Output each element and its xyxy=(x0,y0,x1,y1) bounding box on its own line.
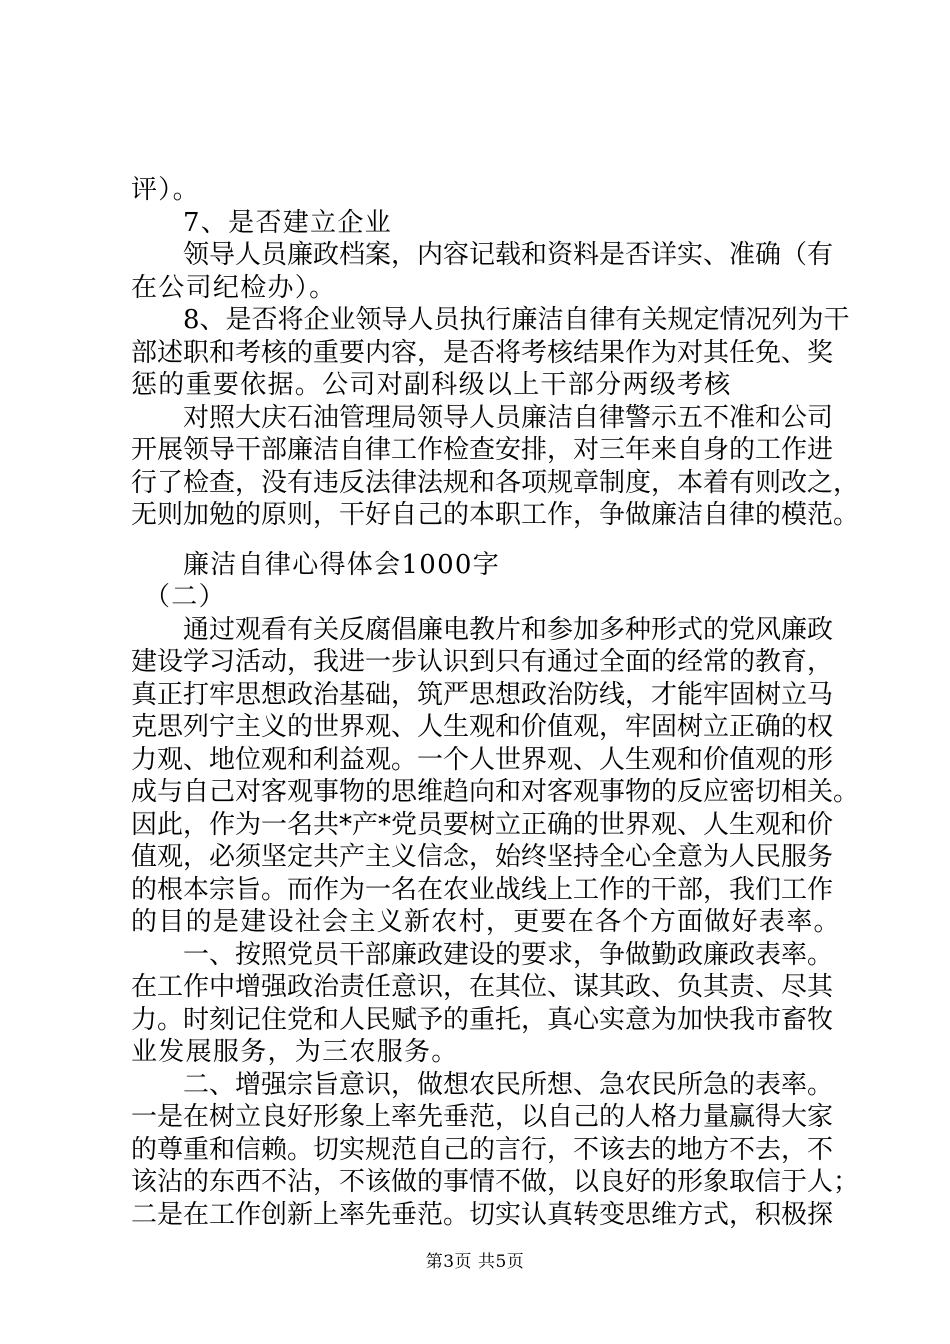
text-line: 克思列宁主义的世界观、人生观和价值观，牢固树立正确的权 xyxy=(131,712,834,742)
text-line: 业发展服务，为三农服务。 xyxy=(131,1037,459,1067)
text-line: 在工作中增强政治责任意识，在其位、谋其政、负其责、尽其 xyxy=(131,972,834,1002)
text-line: 因此，作为一名共*产*党员要树立正确的世界观、人生观和价 xyxy=(131,809,834,840)
section-subheading: （二） xyxy=(144,582,226,612)
text-line: 成与自己对客观事物的思维趋向和对客观事物的反应密切相关。 xyxy=(131,777,860,807)
text-line: 惩的重要依据。公司对副科级以上干部分两级考核 xyxy=(131,370,732,400)
text-line: 开展领导干部廉洁自律工作检查安排，对三年来自身的工作进 xyxy=(131,435,834,465)
text-line: 对照大庆石油管理局领导人员廉洁自律警示五不准和公司 xyxy=(183,402,834,433)
text-line: 一、按照党员干部廉政建设的要求，争做勤政廉政表率。 xyxy=(183,939,834,970)
text-line: 的根本宗旨。而作为一名在农业战线上工作的干部，我们工作 xyxy=(131,874,834,905)
text-line: 力。时刻记住党和人民赋予的重托，真心实意为加快我市畜牧 xyxy=(131,1004,834,1035)
text-line: 部述职和考核的重要内容，是否将考核结果作为对其任免、奖 xyxy=(131,337,834,368)
text-line: 8、是否将企业领导人员执行廉洁自律有关规定情况列为干 xyxy=(183,305,850,335)
text-line: 的尊重和信赖。切实规范自己的言行，不该去的地方不去，不 xyxy=(131,1134,834,1165)
text-line: 无则加勉的原则，干好自己的本职工作，争做廉洁自律的模范。 xyxy=(131,500,860,530)
section-heading: 廉洁自律心得体会1000字 xyxy=(183,549,501,580)
text-line: 力观、地位观和利益观。一个人世界观、人生观和价值观的形 xyxy=(131,744,834,775)
text-line: 在公司纪检办）。 xyxy=(131,272,337,303)
paragraph-gap xyxy=(131,532,831,549)
page-number-footer: 第3页 共5页 xyxy=(425,1252,525,1272)
text-line: 7、是否建立企业 xyxy=(183,207,392,238)
text-line: 该沾的东西不沾，不该做的事情不做，以良好的形象取信于人； xyxy=(131,1167,860,1197)
text-line: 通过观看有关反腐倡廉电教片和参加多种形式的党风廉政 xyxy=(183,614,834,645)
text-line: 二是在工作创新上率先垂范。切实认真转变思维方式，积极探 xyxy=(131,1199,834,1230)
text-line: 行了检查，没有违反法律法规和各项规章制度，本着有则改之， xyxy=(131,467,860,498)
text-line: 评）。 xyxy=(131,175,200,205)
text-line: 二、增强宗旨意识，做想农民所想、急农民所急的表率。 xyxy=(183,1069,834,1100)
text-line: 的目的是建设社会主义新农村，更要在各个方面做好表率。 xyxy=(131,907,841,937)
text-line: 值观，必须坚定共产主义信念，始终坚持全心全意为人民服务 xyxy=(131,842,834,872)
text-line: 一是在树立良好形象上率先垂范，以自己的人格力量赢得大家 xyxy=(131,1102,834,1132)
text-line: 建设学习活动，我进一步认识到只有通过全面的经常的教育， xyxy=(131,647,834,677)
text-line: 领导人员廉政档案，内容记载和资料是否详实、准确（有 xyxy=(183,240,834,270)
document-body xyxy=(131,174,860,1231)
text-line: 真正打牢思想政治基础，筑严思想政治防线，才能牢固树立马 xyxy=(131,679,834,710)
